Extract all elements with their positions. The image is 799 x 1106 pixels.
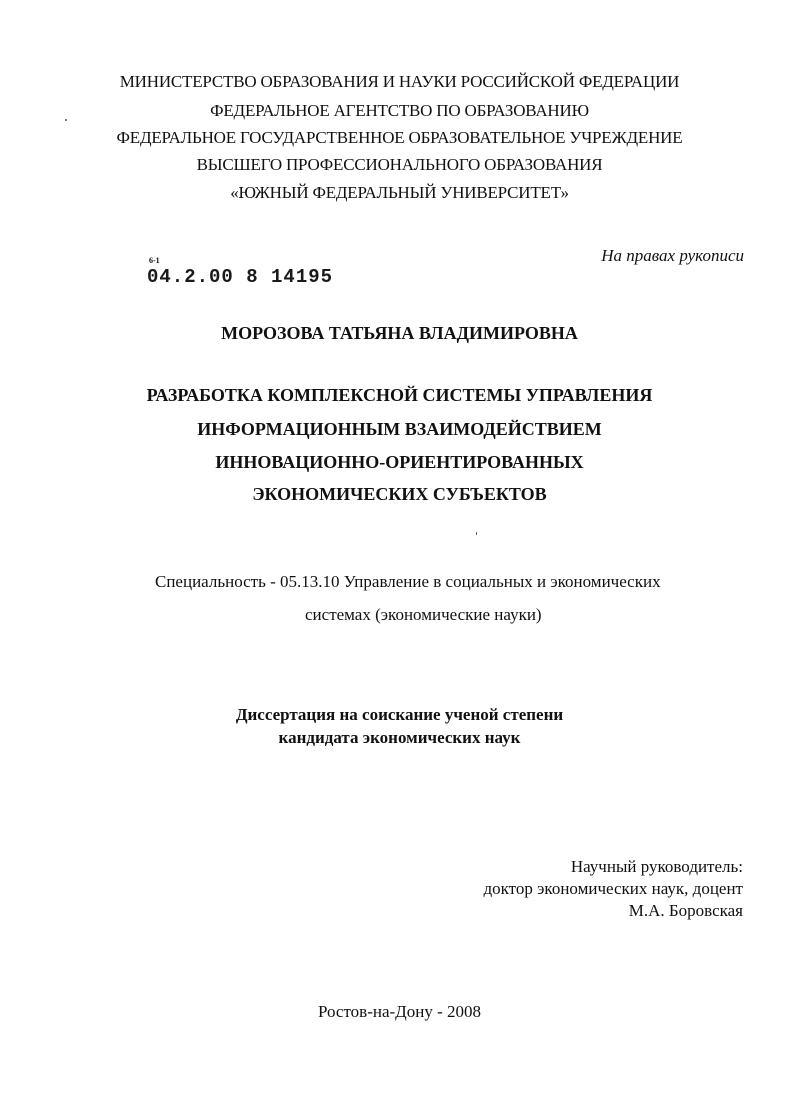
title-line-1: РАЗРАБОТКА КОМПЛЕКСНОЙ СИСТЕМЫ УПРАВЛЕНИЯ xyxy=(146,385,653,405)
university-name-line: «ЮЖНЫЙ ФЕДЕРАЛЬНЫЙ УНИВЕРСИТЕТ» xyxy=(230,183,569,202)
city-year: Ростов-на-Дону - 2008 xyxy=(317,1002,482,1021)
supervisor-label: Научный руководитель: xyxy=(570,857,743,876)
scan-speck xyxy=(65,119,67,121)
scan-speck xyxy=(476,532,477,535)
stamp-number: 04.2.00 8 14195 xyxy=(147,266,334,288)
specialty-line-2: системах (экономические науки) xyxy=(305,605,542,624)
stamp-marks: 6-1 xyxy=(149,256,160,265)
ministry-line: МИНИСТЕРСТВО ОБРАЗОВАНИЯ И НАУКИ РОССИЙСКОЙ ФЕДЕРАЦИИ xyxy=(119,72,680,91)
degree-line-1: Диссертация на соискание ученой степени xyxy=(235,705,564,724)
education-level-line: ВЫСШЕГО ПРОФЕССИОНАЛЬНОГО ОБРАЗОВАНИЯ xyxy=(196,155,603,174)
supervisor-degree: доктор экономических наук, доцент xyxy=(483,879,743,898)
title-line-3: ИННОВАЦИОННО-ОРИЕНТИРОВАННЫХ xyxy=(215,452,584,472)
title-line-4: ЭКОНОМИЧЕСКИХ СУБЪЕКТОВ xyxy=(252,484,547,504)
supervisor-name: М.А. Боровская xyxy=(628,901,743,920)
author-name: МОРОЗОВА ТАТЬЯНА ВЛАДИМИРОВНА xyxy=(221,323,578,343)
specialty-line-1: Специальность - 05.13.10 Управление в социальных и экономических xyxy=(155,572,661,591)
degree-line-2: кандидата экономических наук xyxy=(278,728,521,747)
institution-type-line: ФЕДЕРАЛЬНОЕ ГОСУДАРСТВЕННОЕ ОБРАЗОВАТЕЛЬНОЕ УЧРЕЖДЕНИЕ xyxy=(116,128,683,147)
agency-line: ФЕДЕРАЛЬНОЕ АГЕНТСТВО ПО ОБРАЗОВАНИЮ xyxy=(210,101,589,120)
manuscript-note: На правах рукописи xyxy=(601,246,744,265)
title-line-2: ИНФОРМАЦИОННЫМ ВЗАИМОДЕЙСТВИЕМ xyxy=(197,419,602,439)
